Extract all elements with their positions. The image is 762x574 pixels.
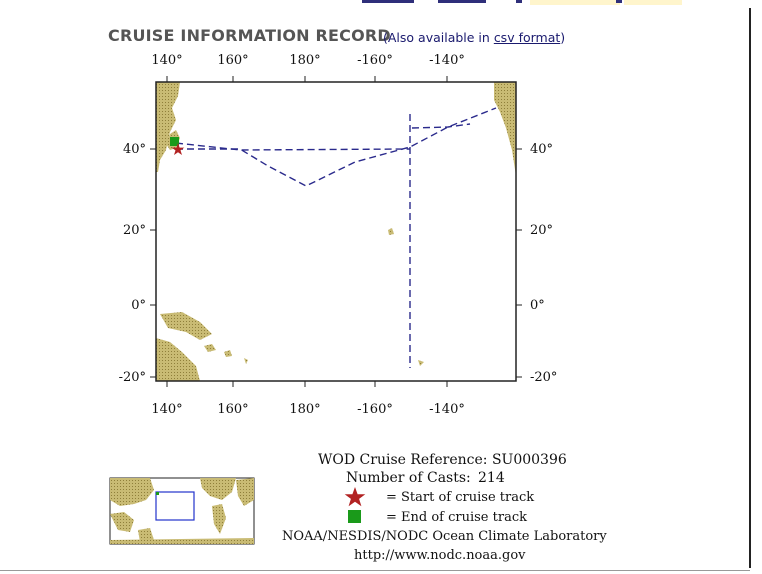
top-lon-label: 140° (151, 53, 183, 68)
start-legend-icon (344, 486, 366, 512)
noaa-url-link[interactable]: http://www.nodc.noaa.gov (354, 548, 526, 563)
subtitle-suffix: ) (560, 30, 566, 45)
end-legend-label: = End of cruise track (386, 510, 527, 525)
right-lat-label: -20° (530, 370, 558, 385)
cruise-reference: WOD Cruise Reference: SU000396 (318, 452, 567, 468)
land-new-guinea (160, 312, 212, 340)
right-lat-label: 0° (530, 298, 545, 313)
end-legend-icon (348, 510, 361, 523)
right-lat-label: 20° (530, 223, 554, 238)
land-islands (204, 228, 424, 366)
casts-label: Number of Casts: (346, 470, 471, 486)
inset-end-marker (156, 492, 159, 495)
land-asia (156, 82, 180, 172)
left-lat-label: 40° (122, 142, 146, 157)
top-lon-label: -140° (429, 53, 465, 68)
land-australia (156, 338, 200, 381)
top-lon-label: 160° (217, 53, 249, 68)
map-ticks (150, 76, 522, 387)
bottom-lon-label: 140° (151, 402, 183, 417)
bottom-lon-label: 180° (289, 402, 321, 417)
land-north-america (494, 82, 516, 176)
bottom-lon-label: -160° (357, 402, 393, 417)
subtitle-prefix: (Also available in (383, 30, 494, 45)
cruise-track (176, 108, 496, 368)
top-lon-label: -160° (357, 53, 393, 68)
map-frame (156, 82, 516, 381)
right-lat-label: 40° (530, 142, 554, 157)
top-lon-label: 180° (289, 53, 321, 68)
start-legend-label: = Start of cruise track (386, 490, 535, 505)
organization-name: NOAA/NESDIS/NODC Ocean Climate Laboratory (282, 529, 607, 544)
csv-format-link[interactable]: csv format (493, 30, 561, 45)
bottom-lon-label: 160° (217, 402, 249, 417)
inset-world-map (110, 478, 254, 544)
left-lat-label: 0° (131, 298, 146, 313)
left-lat-label: -20° (118, 370, 146, 385)
page-title: CRUISE INFORMATION RECORD (108, 26, 391, 45)
casts-value: 214 (478, 470, 505, 486)
bottom-lon-label: -140° (429, 402, 465, 417)
left-lat-label: 20° (122, 223, 146, 238)
